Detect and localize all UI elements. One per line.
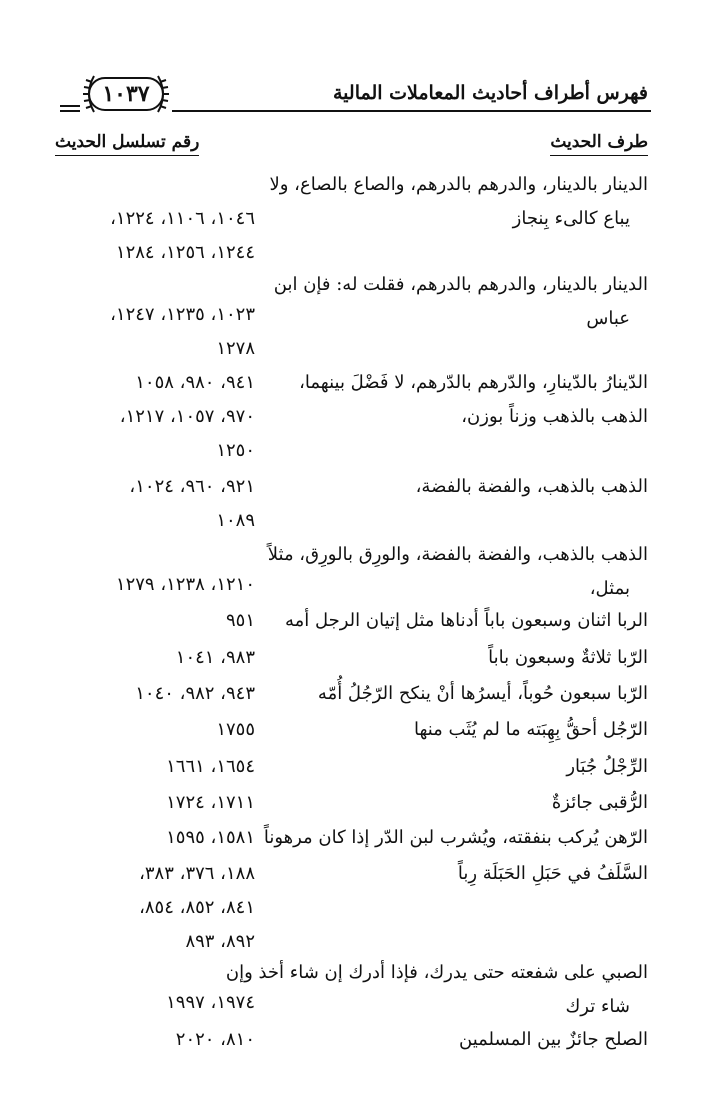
- index-entry-text: [238, 538, 648, 606]
- index-entry-text: [238, 168, 648, 236]
- entry-numbers-line: ١٢١٠، ١٢٣٨، ١٢٧٩: [115, 574, 255, 595]
- index-entry-numbers: [55, 202, 255, 270]
- index-entry-numbers: [55, 568, 255, 602]
- page-number-frame: [80, 72, 172, 116]
- entry-line: الصبي على شفعته حتى يدرك، فإذا أدرك إن شاء أخذ وإن: [225, 962, 648, 983]
- entry-numbers-line: ١٧٥٥: [216, 719, 255, 740]
- entry-line: عباس: [586, 308, 630, 329]
- index-entry-text: [238, 366, 648, 400]
- index-entry-numbers: [55, 1023, 255, 1057]
- page-number: ١٠٣٧: [88, 77, 163, 111]
- index-entry-text: [238, 677, 648, 711]
- entry-numbers-line: ١٠٨٩: [216, 510, 255, 531]
- entry-numbers-line: ٩٧٠، ١٠٥٧، ١٢١٧،: [119, 406, 255, 427]
- index-entry-text: [238, 713, 648, 747]
- entry-line: الرّهن يُركب بنفقته، ويُشرب لبن الدّر إذا كان مرهوناً: [263, 827, 648, 848]
- index-entry-numbers: [55, 986, 255, 1020]
- entry-numbers-line: ١٠٤٦، ١١٠٦، ١٢٢٤،: [110, 208, 255, 229]
- index-entry-text: [238, 400, 648, 434]
- entry-line: الصلح جائزٌ بين المسلمين: [459, 1029, 648, 1050]
- column-header-number-label: رقم تسلسل الحديث: [55, 132, 200, 152]
- index-entry-numbers: [55, 400, 255, 468]
- index-entry-numbers: [55, 857, 255, 959]
- entry-line: بمثل،: [589, 578, 630, 599]
- entry-line: يباع كالىء بِنجاز: [512, 208, 630, 229]
- index-entry-text: [238, 641, 648, 675]
- index-entry-text: [238, 470, 648, 504]
- entry-line: الرُّقبى جائزةٌ: [551, 792, 648, 813]
- column-header-hadith-label: طرف الحديث: [550, 132, 648, 152]
- entry-numbers-line: ١٩٧٤، ١٩٩٧: [166, 992, 255, 1013]
- index-entry-numbers: [55, 677, 255, 711]
- entry-numbers-line: ١٢٤٤، ١٢٥٦، ١٢٨٤: [115, 242, 255, 263]
- running-header-title: فهرس أطراف أحاديث المعاملات المالية: [332, 82, 648, 104]
- entry-numbers-line: ٩٥١: [225, 610, 255, 631]
- entry-numbers-line: ٩٢١، ٩٦٠، ١٠٢٤،: [129, 476, 255, 497]
- entry-line: الرّبا سبعون حُوباً، أيسرُها أنْ ينكح الرّجُلُ أُمّه: [317, 683, 648, 704]
- column-header-underline: [55, 155, 199, 156]
- index-entry-text: [238, 821, 648, 855]
- column-header-hadith: [550, 132, 648, 152]
- index-entry-numbers: [55, 750, 255, 784]
- index-entry-text: [238, 1023, 648, 1057]
- column-header-underline: [550, 155, 648, 156]
- entry-line: السَّلَفُ في حَبَلِ الحَبَلَة رِباً: [457, 863, 648, 884]
- index-entry-numbers: [55, 366, 255, 400]
- entry-numbers-line: ٩٤٣، ٩٨٢، ١٠٤٠: [135, 683, 255, 704]
- index-entry-numbers: [55, 786, 255, 820]
- laurel-ornament-icon: [154, 72, 172, 116]
- entry-line: الربا اثنان وسبعون باباً أدناها مثل إتيان الرجل أمه: [284, 610, 648, 631]
- entry-numbers-line: ٩٤١، ٩٨٠، ١٠٥٨: [135, 372, 255, 393]
- column-header-number: [55, 132, 199, 152]
- index-entry-text: [238, 268, 648, 336]
- entry-line: الدينار بالدينار، والدرهم بالدرهم، والصاع بالصاع، ولا: [269, 174, 648, 195]
- index-entry-text: [238, 750, 648, 784]
- entry-line: الرِّجْلُ جُبَار: [566, 756, 648, 777]
- index-entry-numbers: [55, 641, 255, 675]
- laurel-ornament-icon: [80, 72, 98, 116]
- index-entry-numbers: [55, 821, 255, 855]
- entry-numbers-line: ٨٩٢، ٨٩٣: [185, 931, 255, 952]
- index-entry-numbers: [55, 604, 255, 638]
- entry-line: الذهب بالذهب، والفضة بالفضة، والورِق بالورِق، مثلاً: [267, 544, 648, 565]
- index-entry-numbers: [55, 470, 255, 538]
- entry-numbers-line: ١٥٨١، ١٥٩٥: [166, 827, 255, 848]
- entry-numbers-line: ٨١٠، ٢٠٢٠: [175, 1029, 255, 1050]
- entry-line: الدينار بالدينار، والدرهم بالدرهم، فقلت له: فإن ابن: [273, 274, 648, 295]
- entry-numbers-line: ١٢٥٠: [216, 440, 255, 461]
- index-entry-text: [238, 604, 648, 638]
- index-entry-text: [238, 857, 648, 891]
- entry-numbers-line: ١٢٧٨: [216, 338, 255, 359]
- entry-line: الرّبا ثلاثةٌ وسبعون باباً: [488, 647, 648, 668]
- index-entry-text: [238, 786, 648, 820]
- entry-numbers-line: ١٧١١، ١٧٢٤: [166, 792, 255, 813]
- index-entry-numbers: [55, 713, 255, 747]
- entry-numbers-line: ٨٤١، ٨٥٢، ٨٥٤،: [139, 897, 255, 918]
- index-entry-text: [225, 956, 648, 1024]
- entry-numbers-line: ١٦٥٤، ١٦٦١: [166, 756, 255, 777]
- entry-numbers-line: ١٠٢٣، ١٢٣٥، ١٢٤٧،: [110, 304, 255, 325]
- entry-line: شاء ترك: [565, 996, 630, 1017]
- index-entry-numbers: [55, 298, 255, 366]
- entry-numbers-line: ١٨٨، ٣٧٦، ٣٨٣،: [139, 863, 255, 884]
- entry-line: الذهب بالذهب، والفضة بالفضة،: [415, 476, 648, 497]
- entry-line: الدّينارُ بالدّينارِ، والدّرهم بالدّرهم، لا فَضْلَ بينهما،: [299, 372, 648, 393]
- entry-line: الرّجُل أحقُّ بِهِبَته ما لم يُثَب منها: [413, 719, 648, 740]
- entry-numbers-line: ٩٨٣، ١٠٤١: [175, 647, 255, 668]
- entry-line: الذهب بالذهب وزناً بوزن،: [461, 406, 648, 427]
